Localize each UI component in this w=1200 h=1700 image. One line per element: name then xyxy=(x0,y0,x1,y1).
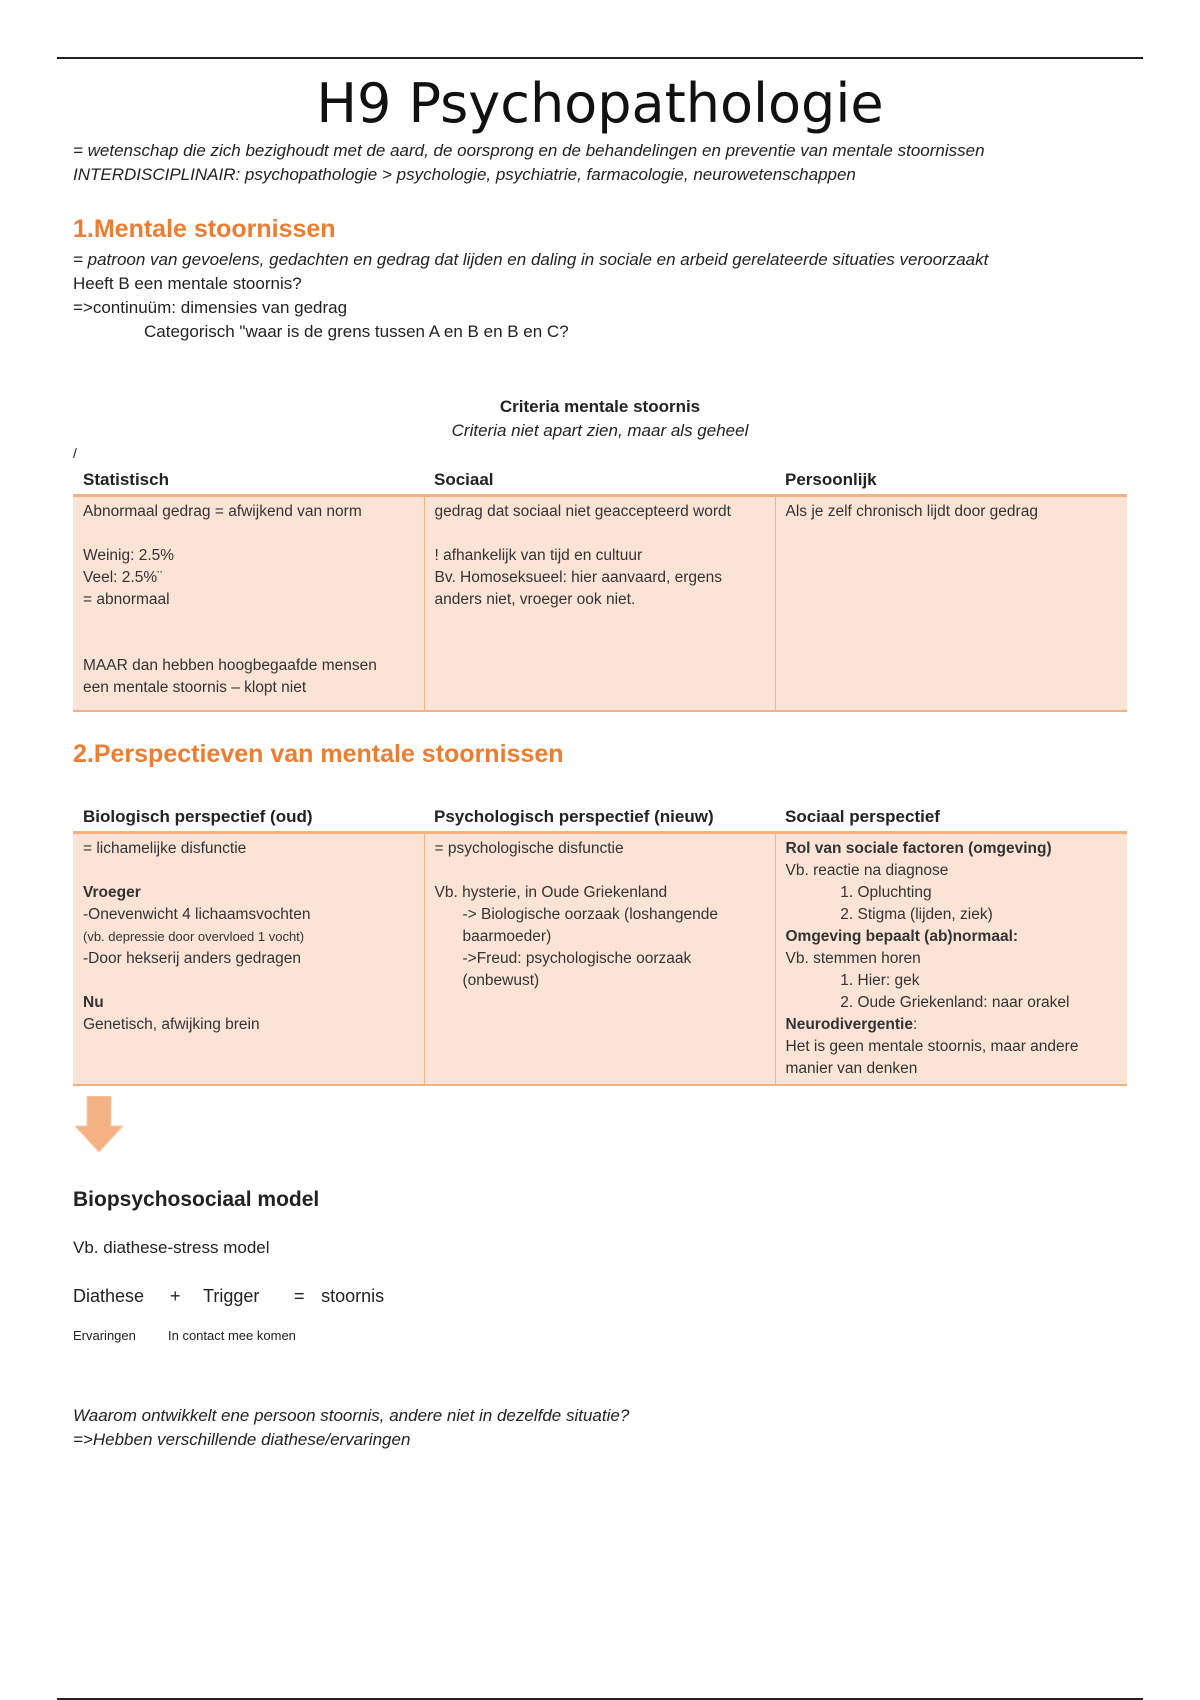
cell-line: (onbewust) xyxy=(462,972,540,989)
cell-line: Genetisch, afwijking brein xyxy=(83,1016,260,1033)
cell-line: gedrag dat sociaal niet geaccepteerd wordt xyxy=(434,503,731,520)
intro-interdisciplinary: INTERDISCIPLINAIR: psychopathologie > psychologie, psychiatrie, farmacologie, neurowetenschappen xyxy=(73,165,856,184)
perspectives-table xyxy=(73,801,1127,1086)
cell-line: Veel: 2.5%¨ xyxy=(83,569,163,586)
cell-line: baarmoeder) xyxy=(462,928,552,945)
cell-line: anders niet, vroeger ook niet. xyxy=(434,591,636,608)
list-item: 1. Hier: gek xyxy=(858,970,1118,992)
criteria-cell-statistisch xyxy=(73,496,424,711)
section2-heading: 2.Perspectieven van mentale stoornissen xyxy=(73,740,564,768)
intro-definition: = wetenschap die zich bezighoudt met de aard, de oorsprong en de behandelingen en preventie van mentale stoornissen xyxy=(73,141,985,160)
perspective-header-psychologisch: Psychologisch perspectief (nieuw) xyxy=(424,801,775,833)
eq-diathese: Diathese xyxy=(73,1286,145,1306)
cell-subheading: Rol van sociale factoren (omgeving) xyxy=(785,840,1052,857)
sub-contact: In contact mee komen xyxy=(168,1328,296,1343)
criteria-header-statistisch: Statistisch xyxy=(73,464,424,496)
list-item: 1. Opluchting xyxy=(858,882,1118,904)
model-heading: Biopsychosociaal model xyxy=(73,1188,320,1211)
numbered-list xyxy=(786,882,1118,926)
stray-mark: / xyxy=(73,445,77,461)
criteria-header-persoonlijk: Persoonlijk xyxy=(775,464,1127,496)
numbered-list xyxy=(786,970,1118,1014)
cell-line: MAAR dan hebben hoogbegaafde mensen xyxy=(83,657,377,674)
cell-line: Het is geen mentale stoornis, maar andere xyxy=(785,1038,1079,1055)
perspective-cell-biologisch xyxy=(73,833,424,1086)
cell-line: = abnormaal xyxy=(83,591,170,608)
cell-line: Als je zelf chronisch lijdt door gedrag xyxy=(785,503,1038,520)
cell-line: -Door hekserij anders gedragen xyxy=(83,950,301,967)
diathese-equation xyxy=(73,1286,384,1307)
cell-line: Vb. hysterie, in Oude Griekenland xyxy=(434,884,668,901)
cell-subheading-row xyxy=(786,1014,1118,1036)
cell-subheading: Neurodivergentie xyxy=(785,1016,913,1033)
eq-plus: + xyxy=(170,1286,181,1306)
sub-ervaringen: Ervaringen xyxy=(73,1328,136,1343)
cell-line: Bv. Homoseksueel: hier aanvaard, ergens xyxy=(434,569,722,586)
list-item: 2. Oude Griekenland: naar orakel xyxy=(858,992,1118,1014)
cell-line: ->Freud: psychologische oorzaak xyxy=(462,950,692,967)
cell-subheading: Omgeving bepaalt (ab)normaal: xyxy=(785,928,1019,945)
perspective-header-biologisch: Biologisch perspectief (oud) xyxy=(73,801,424,833)
cell-line: = lichamelijke disfunctie xyxy=(83,840,247,857)
criteria-table xyxy=(73,464,1127,712)
cell-line: Abnormaal gedrag = afwijkend van norm xyxy=(83,503,362,520)
top-rule xyxy=(57,57,1143,59)
section1-heading: 1.Mentale stoornissen xyxy=(73,215,336,243)
cell-subheading: Vroeger xyxy=(83,884,141,901)
cell-line: Weinig: 2.5% xyxy=(83,547,175,564)
section1-question: Heeft B een mentale stoornis? xyxy=(73,274,302,293)
model-question: Waarom ontwikkelt ene persoon stoornis, andere niet in dezelfde situatie? xyxy=(73,1406,630,1425)
cell-line: manier van denken xyxy=(785,1060,918,1077)
criteria-subtitle: Criteria niet apart zien, maar als geheel xyxy=(451,421,749,440)
section1-categorical: Categorisch "waar is de grens tussen A en B en B en C? xyxy=(144,322,569,341)
eq-trigger: Trigger xyxy=(203,1286,260,1306)
cell-line: = psychologische disfunctie xyxy=(434,840,624,857)
model-answer: =>Hebben verschillende diathese/ervaringen xyxy=(73,1430,411,1449)
eq-equals: = xyxy=(294,1286,305,1306)
cell-line: -Onevenwicht 4 lichaamsvochten xyxy=(83,906,311,923)
criteria-cell-persoonlijk xyxy=(775,496,1127,711)
cell-line: Vb. reactie na diagnose xyxy=(785,862,949,879)
page-title: H9 Psychopathologie xyxy=(316,72,884,135)
down-arrow-icon xyxy=(75,1096,123,1152)
section1-continuum: =>continuüm: dimensies van gedrag xyxy=(73,298,348,317)
list-item: 2. Stigma (lijden, ziek) xyxy=(858,904,1118,926)
model-example: Vb. diathese-stress model xyxy=(73,1238,270,1257)
section1-definition: = patroon van gevoelens, gedachten en gedrag dat lijden en daling in sociale en arbeid gerelateerde situaties veroorzaakt xyxy=(73,250,989,269)
cell-line: ! afhankelijk van tijd en cultuur xyxy=(434,547,643,564)
criteria-title: Criteria mentale stoornis xyxy=(499,397,701,416)
criteria-cell-sociaal xyxy=(424,496,775,711)
cell-line: -> Biologische oorzaak (loshangende xyxy=(462,906,718,923)
cell-subheading: Nu xyxy=(83,994,104,1011)
perspective-header-sociaal: Sociaal perspectief xyxy=(775,801,1127,833)
cell-colon: : xyxy=(912,1016,918,1033)
perspective-cell-sociaal xyxy=(775,833,1127,1086)
eq-result: stoornis xyxy=(321,1286,385,1306)
perspective-cell-psychologisch xyxy=(424,833,775,1086)
cell-line: Vb. stemmen horen xyxy=(785,950,921,967)
cell-line: een mentale stoornis – klopt niet xyxy=(83,679,307,696)
cell-line: (vb. depressie door overvloed 1 vocht) xyxy=(83,929,305,944)
criteria-header-sociaal: Sociaal xyxy=(424,464,775,496)
